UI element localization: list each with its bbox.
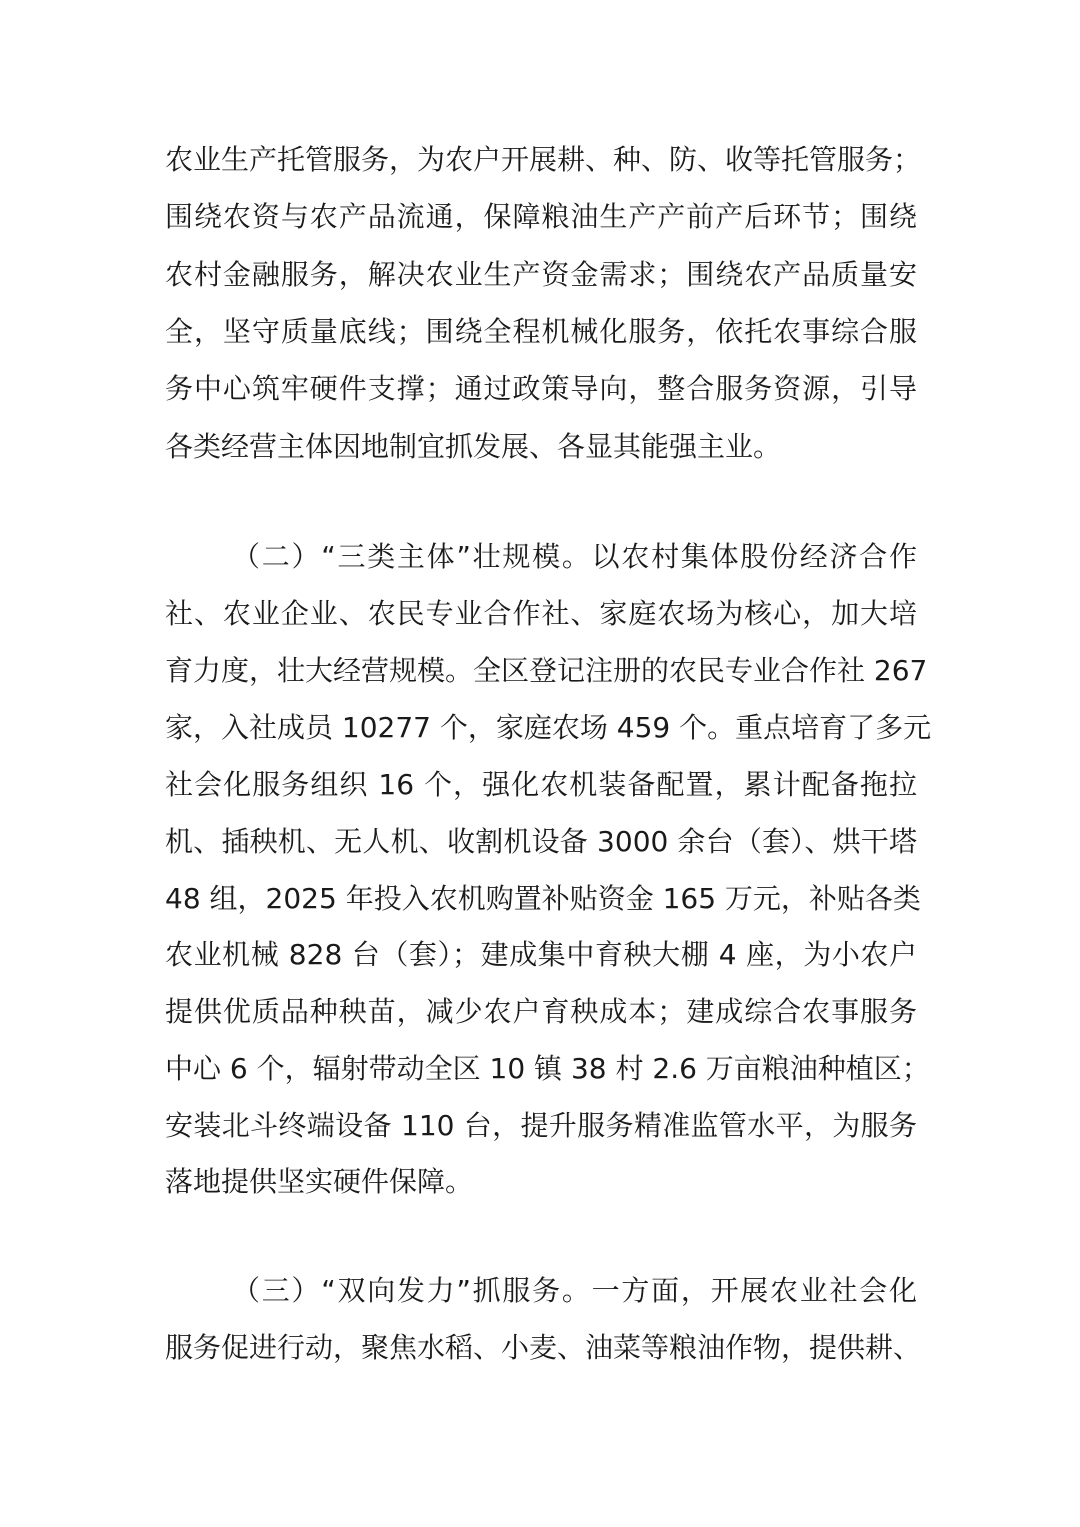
text-line: 育力度，壮大经营规模。全区登记注册的农民专业合作社 267 (165, 654, 928, 687)
text-line: 围绕农资与农产品流通，保障粮油生产产前产后环节；围绕 (165, 200, 917, 233)
text-line: 社、农业企业、农民专业合作社、家庭农场为核心，加大培 (165, 597, 917, 630)
text-line: 中心 6 个，辐射带动全区 10 镇 38 村 2.6 万亩粮油种植区； (165, 1052, 930, 1085)
text-line: 安装北斗终端设备 110 台，提升服务精准监管水平，为服务 (165, 1109, 917, 1142)
text-line: 农业生产托管服务，为农户开展耕、种、防、收等托管服务； (165, 143, 922, 176)
text-line: （二）“三类主体”壮规模。以农村集体股份经济合作 (232, 540, 917, 573)
text-line: 服务促进行动，聚焦水稻、小麦、油菜等粮油作物，提供耕、 (165, 1331, 922, 1364)
text-line: 农业机械 828 台（套）；建成集中育秧大棚 4 座，为小农户 (165, 938, 917, 971)
text-line: 48 组，2025 年投入农机购置补贴资金 165 万元，补贴各类 (165, 882, 921, 915)
text-line: 各类经营主体因地制宜抓发展、各显其能强主业。 (165, 430, 782, 463)
text-line: 社会化服务组织 16 个，强化农机装备配置，累计配备拖拉 (165, 768, 917, 801)
text-line: 机、插秧机、无人机、收割机设备 3000 余台（套）、烘干塔 (165, 825, 917, 858)
text-line: 落地提供坚实硬件保障。 (165, 1165, 474, 1198)
text-line: 提供优质品种秧苗，减少农户育秧成本；建成综合农事服务 (165, 995, 917, 1028)
text-line: 务中心筑牢硬件支撑；通过政策导向，整合服务资源，引导 (165, 372, 917, 405)
text-line: 农村金融服务，解决农业生产资金需求；围绕农产品质量安 (165, 258, 917, 291)
text-line: （三）“双向发力”抓服务。一方面，开展农业社会化 (232, 1274, 917, 1307)
text-line: 全，坚守质量底线；围绕全程机械化服务，依托农事综合服 (165, 315, 917, 348)
text-line: 家，入社成员 10277 个，家庭农场 459 个。重点培育了多元 (165, 711, 932, 744)
